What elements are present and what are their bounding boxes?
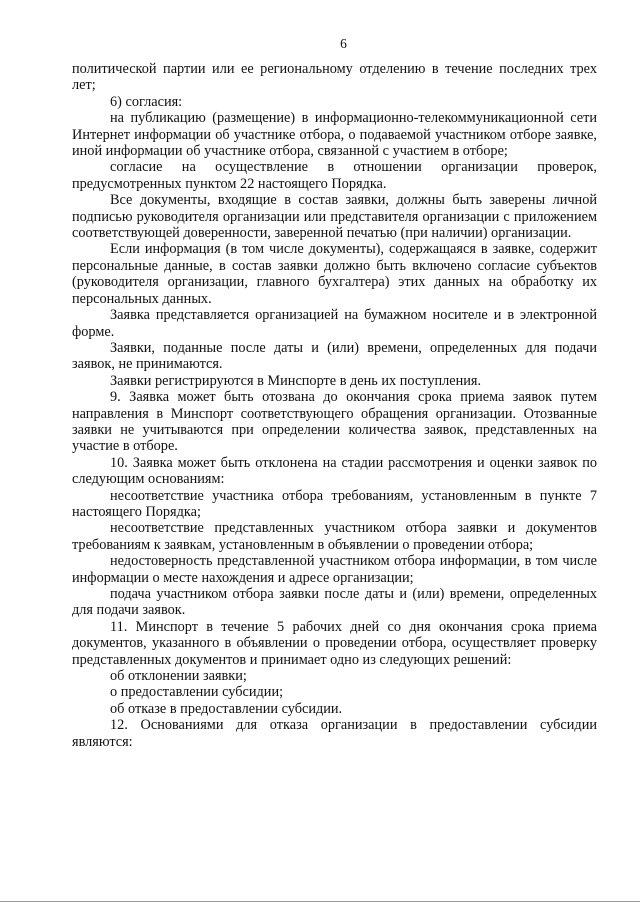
paragraph-rejection-reason-3: недостоверность представленной участником отбора информации, в том числе информации о месте нахождения и адресе организации; bbox=[72, 553, 597, 586]
paragraph-inspection-consent: согласие на осуществление в отношении организации проверок, предусмотренных пунктом 22 настоящего Порядка. bbox=[72, 159, 597, 192]
paragraph-decision-1: об отклонении заявки; bbox=[110, 668, 247, 685]
paragraph-item-12: 12. Основаниями для отказа организации в предоставлении субсидии являются: bbox=[72, 717, 597, 750]
paragraph-decision-3: об отказе в предоставлении субсидии. bbox=[110, 700, 343, 717]
paragraph-personal-data: Если информация (в том числе документы), содержащаяся в заявке, содержит персональные данные, в состав заявки должно быть включено согласие субъектов (руководителя организации, главного бухгалтера) этих данных на обработку их персональных данных. bbox=[72, 241, 597, 307]
paragraph-registration: Заявки регистрируются в Минспорте в день их поступления. bbox=[110, 372, 482, 389]
paragraph-item-6: 6) согласия: bbox=[110, 93, 183, 110]
paragraph-rejection-reason-4: подача участником отбора заявки после даты и (или) времени, определенных для подачи заявок. bbox=[72, 586, 597, 619]
paragraph-continuation: политической партии или ее региональному отделению в течение последних трех лет; bbox=[72, 61, 597, 94]
paragraph-decision-2: о предоставлении субсидии; bbox=[110, 684, 284, 701]
paragraph-document-certification: Все документы, входящие в состав заявки, должны быть заверены личной подписью руководителя организации или представителя организации с приложением соответствующей доверенности, заверенной печатью (при наличии) организации. bbox=[72, 192, 597, 242]
paragraph-rejection-reason-2: несоответствие представленных участником отбора заявки и документов требованиям к заявкам, установленным в объявлении о проведении отбора; bbox=[72, 520, 597, 553]
paragraph-item-11: 11. Минспорт в течение 5 рабочих дней со дня окончания срока приема документов, указанного в объявлении о проведении отбора, осуществляет проверку представленных документов и принимает одно из следующих решений: bbox=[72, 618, 597, 668]
document-body bbox=[72, 61, 597, 750]
paragraph-late-applications: Заявки, поданные после даты и (или) времени, определенных для подачи заявок, не принимаются. bbox=[72, 339, 597, 373]
scan-edge-line bbox=[0, 901, 640, 902]
page-number: 6 bbox=[340, 36, 347, 51]
paragraph-publication-consent: на публикацию (размещение) в информационно-телекоммуникационной сети Интернет информации об участнике отбора, о подаваемой участником отборе заявке, иной информации об участнике отбора, связанной с участием в отборе; bbox=[72, 110, 597, 160]
paragraph-item-10: 10. Заявка может быть отклонена на стадии рассмотрения и оценки заявок по следующим основаниям: bbox=[72, 454, 597, 488]
paragraph-submission-form: Заявка представляется организацией на бумажном носителе и в электронной форме. bbox=[72, 307, 597, 340]
paragraph-item-9: 9. Заявка может быть отозвана до окончания срока приема заявок путем направления в Минспорт соответствующего обращения организации. Отозванные заявки не учитываются при определении количества заявок, представленных на участие в отборе. bbox=[72, 389, 597, 455]
paragraph-rejection-reason-1: несоответствие участника отбора требованиям, установленным в пункте 7 настоящего Порядка; bbox=[72, 487, 597, 520]
